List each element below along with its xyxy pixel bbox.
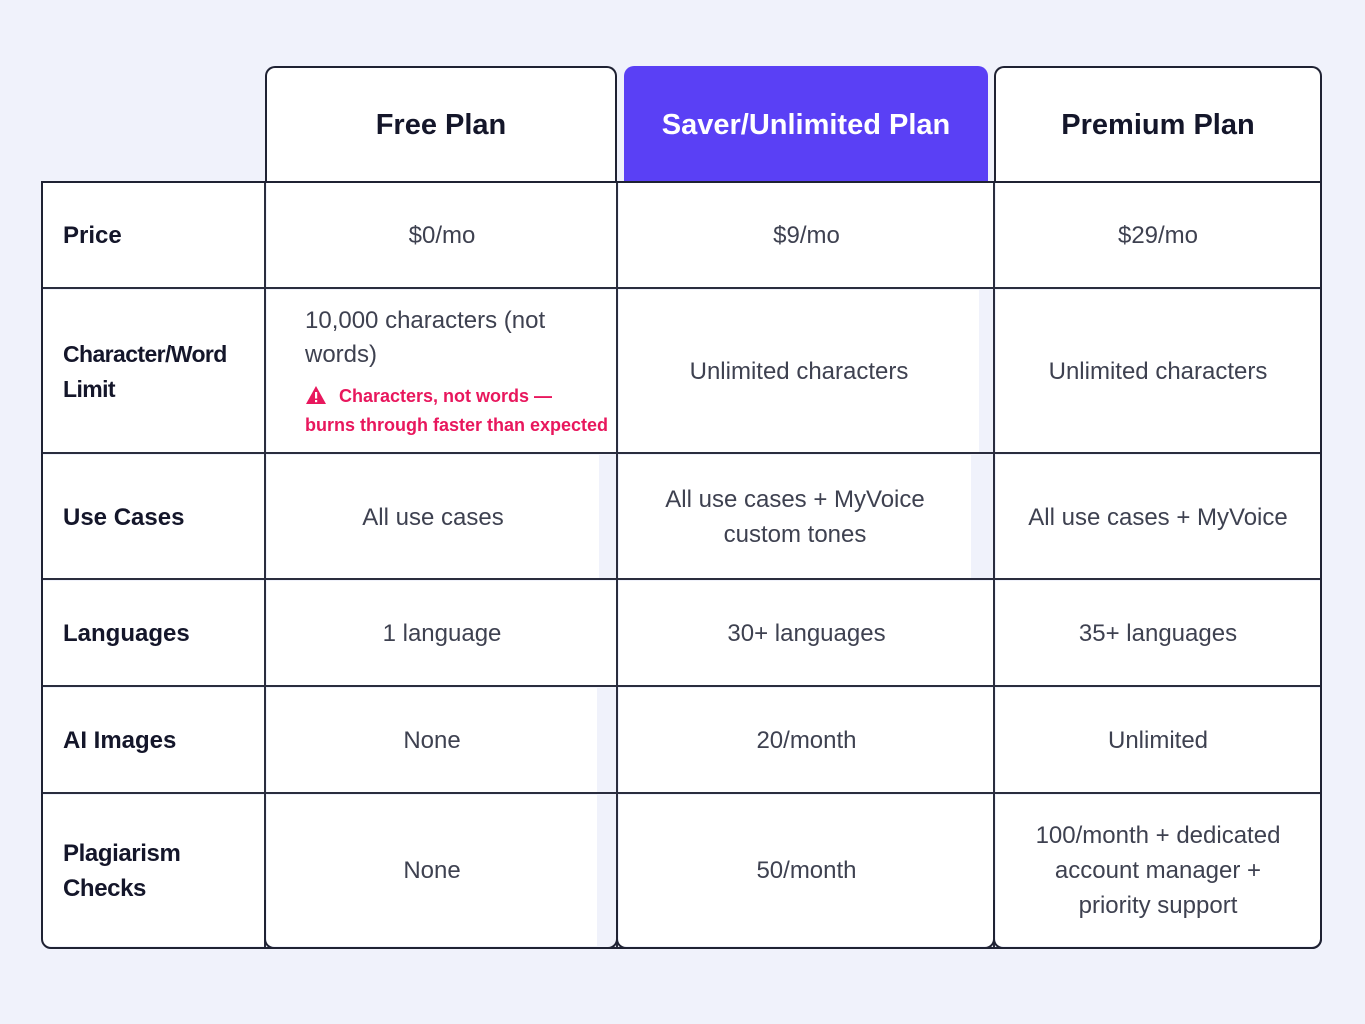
row-divider [41,792,1322,794]
cell-value: Unlimited [1107,727,1209,754]
row-label-text: Character/Word Limit [63,340,227,402]
row-label-character-limit [43,290,265,453]
cell-languages-saver [619,581,994,686]
cell-plagiarism-checks-free [267,795,597,946]
cell-use-cases-premium [996,455,1320,579]
row-label-plagiarism-checks [43,795,265,946]
row-label-use-cases [43,455,265,579]
cell-value: 50/month [756,857,857,884]
cell-value: None [403,857,461,884]
plan-header-free-label: Free Plan [375,109,507,141]
row-divider [41,578,1322,580]
row-label-text: AI Images [63,727,177,754]
cell-languages-premium [996,581,1320,686]
cell-value: Unlimited characters [689,358,909,385]
cell-value: Unlimited characters [1048,358,1268,385]
plan-header-free [265,66,617,183]
cell-value: 100/month + dedicated account manager + priority support [1035,822,1281,919]
cell-use-cases-saver [619,455,971,579]
cell-value: None [403,727,461,754]
cell-value: 1 language [382,620,502,647]
cell-value: $9/mo [773,222,840,249]
row-label-text: Use Cases [63,503,185,531]
column-divider [993,181,995,949]
row-label-ai-images [43,688,265,793]
cell-ai-images-saver [619,688,994,793]
row-divider [41,287,1322,289]
cell-value: 30+ languages [727,620,886,647]
row-label-text: Plagiarism Checks [63,839,181,902]
row-divider [41,181,1322,183]
cell-price-premium [996,183,1320,288]
cell-character-limit-saver [619,290,979,453]
plan-header-premium [994,66,1322,183]
row-divider [41,685,1322,687]
cell-price-saver [619,183,994,288]
cell-value: $29/mo [1117,222,1199,249]
column-divider [616,181,618,949]
row-label-text: Price [63,222,122,249]
row-label-text: Languages [63,620,190,647]
row-divider [41,452,1322,454]
cell-value: 35+ languages [1078,620,1238,647]
cell-ai-images-premium [996,688,1320,793]
cell-character-limit-free [267,290,617,453]
cell-languages-free [267,581,617,686]
row-label-languages [43,581,265,686]
cell-value: 20/month [756,727,857,754]
cell-value: $0/mo [408,222,476,249]
plan-header-saver-label: Saver/Unlimited Plan [661,109,951,141]
plan-header-saver [624,66,988,183]
cell-value: All use cases + MyVoice [1028,503,1288,531]
cell-value: All use cases + MyVoice custom tones [665,486,925,548]
warning-text: Characters, not words — burns through faster than expected [305,385,609,435]
character-limit-warning [305,382,608,440]
cell-value: 10,000 characters (not words) [305,306,546,368]
cell-plagiarism-checks-saver [619,795,994,946]
cell-character-limit-premium [996,290,1320,453]
warning-triangle-icon [305,385,327,405]
cell-value: All use cases [362,503,504,531]
plan-header-premium-label: Premium Plan [1061,109,1255,141]
cell-plagiarism-checks-premium [996,795,1320,946]
cell-use-cases-free [267,455,599,579]
cell-ai-images-free [267,688,597,793]
cell-price-free [267,183,617,288]
row-label-price [43,183,265,288]
column-divider [264,181,266,949]
